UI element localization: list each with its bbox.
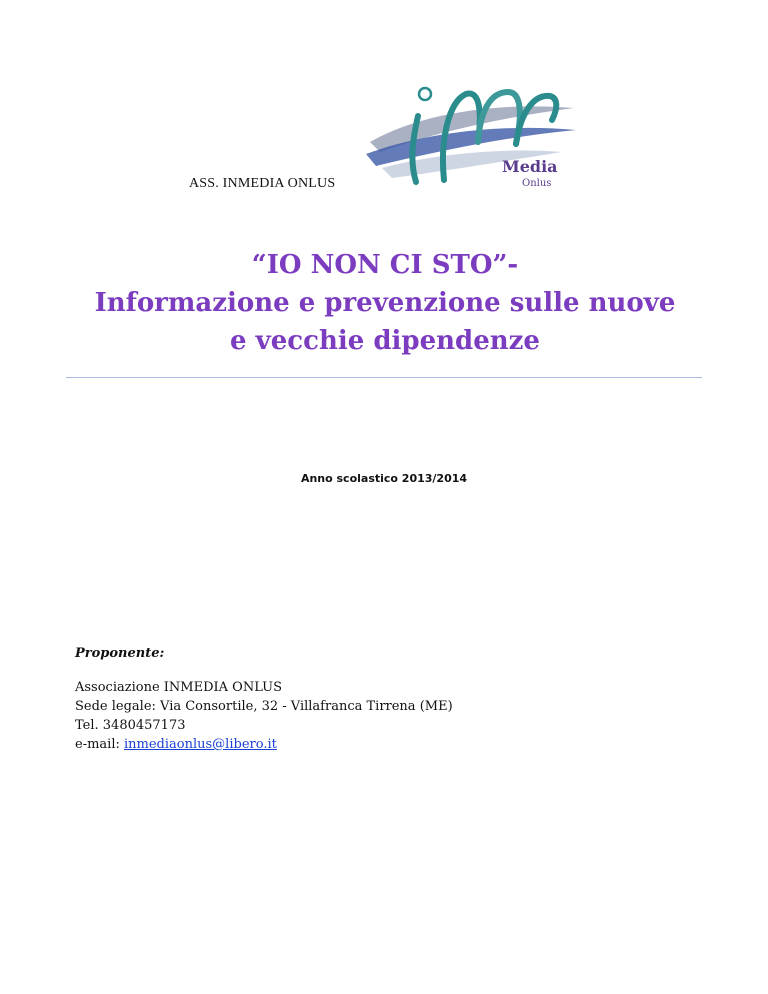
logo-brand-word: Media xyxy=(502,157,558,176)
proponent-contact xyxy=(75,678,453,754)
organization-name: ASS. INMEDIA ONLUS xyxy=(189,176,336,191)
email-link[interactable]: inmediaonlus@libero.it xyxy=(124,737,277,752)
logo-m-arch-3 xyxy=(516,96,556,144)
title-divider xyxy=(66,377,702,378)
title-line-1: “IO NON CI STO”- xyxy=(251,250,519,280)
inmedia-logo-icon xyxy=(362,72,582,192)
title-line-2: Informazione e prevenzione sulle nuove xyxy=(94,288,676,318)
logo-dot xyxy=(419,88,431,100)
logo-brand-sub: Onlus xyxy=(522,178,552,189)
email-label: e-mail: xyxy=(75,737,124,752)
proponent-address: Sede legale: Via Consortile, 32 - Villafranca Tirrena (ME) xyxy=(75,699,453,714)
proponent-name: Associazione INMEDIA ONLUS xyxy=(75,680,282,695)
proponent-phone: Tel. 3480457173 xyxy=(75,718,186,733)
proponent-label: Proponente: xyxy=(75,646,165,661)
document-title xyxy=(40,246,730,360)
school-year: Anno scolastico 2013/2014 xyxy=(300,472,468,485)
proponent-email-line xyxy=(75,735,453,754)
title-line-3: e vecchie dipendenze xyxy=(230,326,540,356)
